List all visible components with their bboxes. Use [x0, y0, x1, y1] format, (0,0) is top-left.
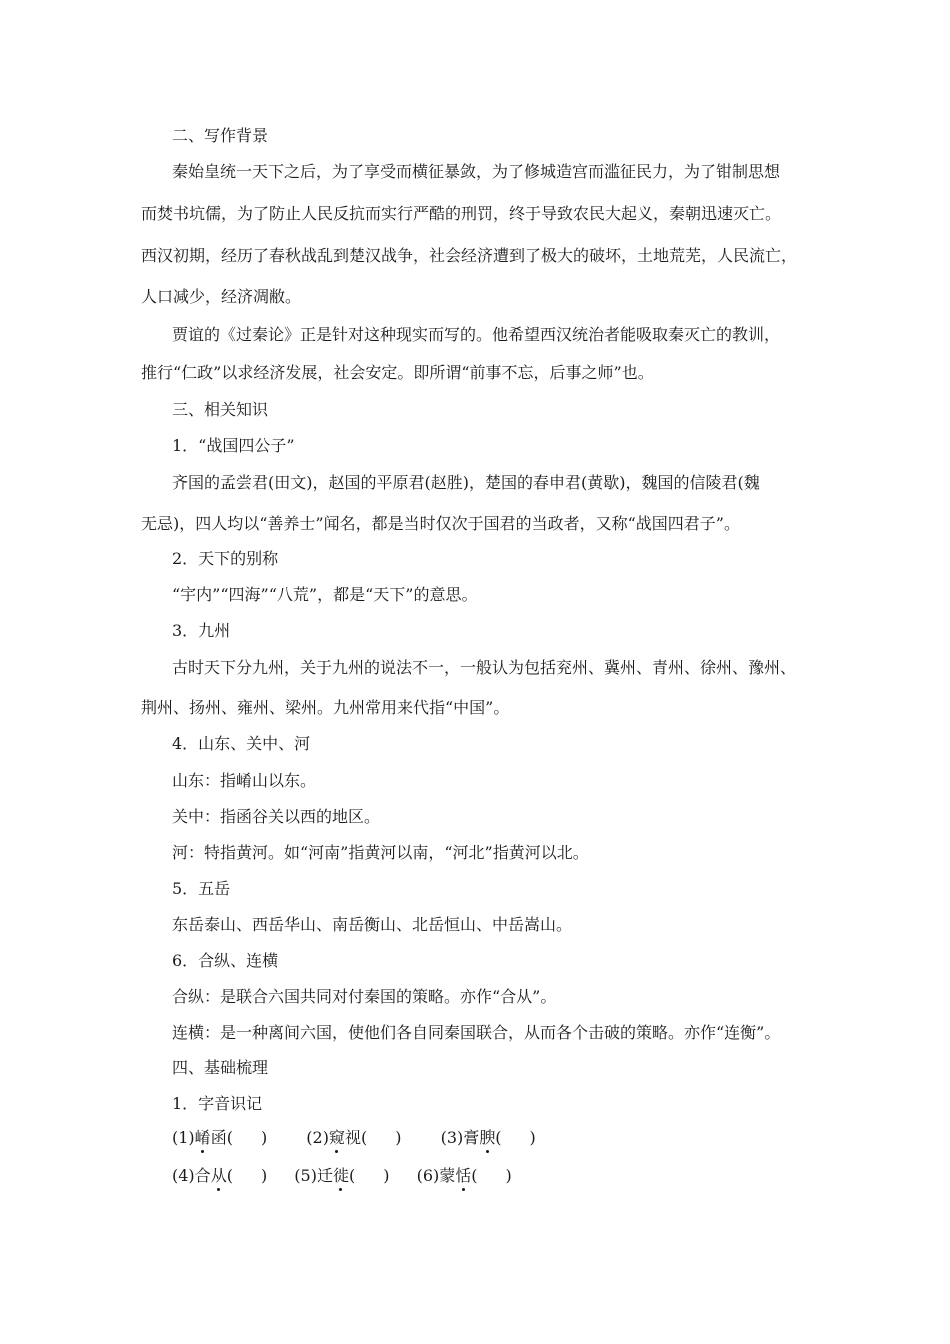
pronunciation-question: (2)窥视( ) — [306, 1128, 402, 1147]
pronunciation-question: (5)迁徙( ) — [294, 1166, 390, 1185]
emphasis-dot-char: 崤 — [194, 1128, 211, 1147]
paragraph-line: 而焚书坑儒，为了防止人民反抗而实行严酷的刑罚，终于导致农民大起义，秦朝迅速灭亡。 — [141, 204, 782, 223]
paragraph-line: 东岳泰山、西岳华山、南岳衡山、北岳恒山、中岳嵩山。 — [172, 915, 573, 934]
paragraph-line: “宇内”“四海”“八荒”，都是“天下”的意思。 — [172, 585, 478, 604]
item-title: 1．字音识记 — [172, 1094, 263, 1113]
paragraph-line: 关中：指函谷关以西的地区。 — [172, 807, 381, 826]
paragraph-line: 推行“仁政”以求经济发展，社会安定。即所谓“前事不忘，后事之师”也。 — [141, 363, 654, 382]
paragraph-line: 荆州、扬州、雍州、梁州。九州常用来代指“中国”。 — [141, 698, 510, 717]
paragraph-line: 齐国的孟尝君(田文)，赵国的平原君(赵胜)，楚国的春申君(黄歇)，魏国的信陵君(魏 — [172, 473, 760, 492]
emphasis-dot-char: 恬 — [455, 1166, 472, 1185]
pronunciation-row — [172, 1166, 512, 1186]
section-heading-background: 二、写作背景 — [172, 126, 269, 145]
pronunciation-question: (1)崤函( ) — [172, 1128, 268, 1147]
emphasis-dot-char: 腴 — [479, 1128, 496, 1147]
section-heading-basics: 四、基础梳理 — [172, 1058, 269, 1077]
section-heading-knowledge: 三、相关知识 — [172, 400, 269, 419]
emphasis-dot-char: 徙 — [332, 1166, 349, 1185]
paragraph-line: 古时天下分九州，关于九州的说法不一，一般认为包括兖州、冀州、青州、徐州、豫州、 — [172, 658, 797, 677]
item-title: 2．天下的别称 — [172, 549, 279, 568]
pronunciation-question: (6)蒙恬( ) — [416, 1166, 512, 1185]
paragraph-line: 秦始皇统一天下之后，为了享受而横征暴敛，为了修城造宫而滥征民力，为了钳制思想 — [172, 162, 781, 181]
emphasis-dot-char: 从 — [210, 1166, 227, 1185]
item-title: 3．九州 — [172, 621, 231, 640]
paragraph-line: 连横：是一种离间六国，使他们各自同秦国联合，从而各个击破的策略。亦作“连衡”。 — [172, 1023, 781, 1042]
paragraph-line: 西汉初期，经历了春秋战乱到楚汉战争，社会经济遭到了极大的破坏，土地荒芜，人民流亡， — [141, 246, 798, 265]
paragraph-line: 河：特指黄河。如“河南”指黄河以南，“河北”指黄河以北。 — [172, 843, 589, 862]
paragraph-line: 贾谊的《过秦论》正是针对这种现实而写的。他希望西汉统治者能吸取秦灭亡的教训， — [172, 325, 781, 344]
item-title: 6．合纵、连横 — [172, 951, 279, 970]
pronunciation-question: (3)膏腴( ) — [440, 1128, 536, 1147]
pronunciation-row — [172, 1128, 536, 1148]
emphasis-dot-char: 窥 — [328, 1128, 345, 1147]
pronunciation-question: (4)合从( ) — [172, 1166, 268, 1185]
item-title: 1．“战国四公子” — [172, 436, 295, 455]
item-title: 5．五岳 — [172, 879, 231, 898]
paragraph-line: 合纵：是联合六国共同对付秦国的策略。亦作“合从”。 — [172, 987, 557, 1006]
paragraph-line: 人口减少，经济凋敝。 — [141, 287, 302, 306]
item-title: 4．山东、关中、河 — [172, 734, 311, 753]
paragraph-line: 无忌)，四人均以“善养士”闻名，都是当时仅次于国君的当政者，又称“战国四君子”。 — [141, 514, 740, 533]
paragraph-line: 山东：指崤山以东。 — [172, 771, 317, 790]
